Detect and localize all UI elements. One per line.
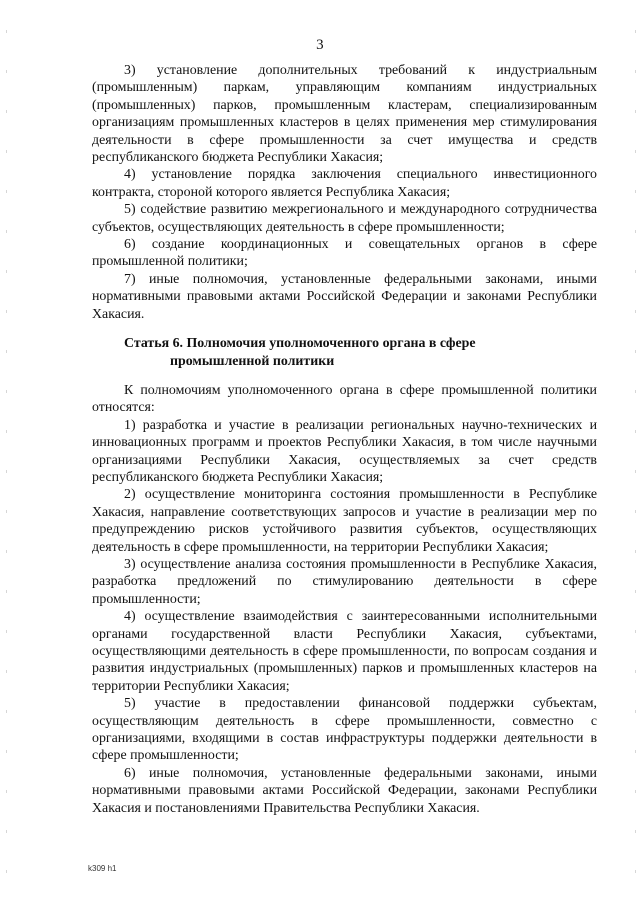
page-number: 3 <box>316 37 324 53</box>
scan-edge-right <box>635 30 636 890</box>
document-code: k309 h1 <box>88 864 117 873</box>
list-item: 6) иные полномочия, установленные федеральными законами, иными нормативными правовыми актами Российской Федерации, законами Республики Хакасия и постановлениями Правительства Республики Хакасия. <box>92 765 597 816</box>
list-item: 3) установление дополнительных требований к индустриальным (промышленным) паркам, управляющим компаниям индустриальных (промышленных) парков, промышленным кластерам, специализированным организациям промышленных кластеров в целях применения мер стимулирования деятельности в сфере промышленности за счет имущества и средств республиканского бюджета Республики Хакасия; <box>92 63 597 166</box>
article-heading <box>92 335 597 370</box>
article-heading-line1: Статья 6. Полномочия уполномоченного органа в сфере <box>124 336 476 352</box>
list-item: 1) разработка и участие в реализации региональных научно-технических и инновационных программ и проектов Республики Хакасия, в том числе научными организациями Республики Хакасия, осуществляемых за счет средств республиканского бюджета Республики Хакасия; <box>92 417 597 485</box>
list-item: 5) содействие развитию межрегионального и международного сотрудничества субъектов, осуществляющих деятельность в сфере промышленности; <box>92 202 597 235</box>
document-body <box>92 62 597 817</box>
list-item: 3) осуществление анализа состояния промышленности в Республике Хакасия, разработка предложений по стимулированию деятельности в сфере промышленности; <box>92 556 597 607</box>
scan-edge-left <box>6 30 7 890</box>
list-item: 5) участие в предоставлении финансовой поддержки субъектам, осуществляющим деятельность в сфере промышленности, совместно с организациями, входящими в состав инфраструктуры поддержки деятельности в сфере промышленности; <box>92 696 597 764</box>
list-item: 4) установление порядка заключения специального инвестиционного контракта, стороной которого является Республика Хакасия; <box>92 167 597 200</box>
intro-paragraph: К полномочиям уполномоченного органа в сфере промышленной политики относятся: <box>92 382 597 416</box>
list-item: 7) иные полномочия, установленные федеральными законами, иными нормативными правовыми актами Российской Федерации и законами Республики Хакасия. <box>92 271 597 322</box>
list-item: 4) осуществление взаимодействия с заинтересованными исполнительными органами государственной власти Республики Хакасия, субъектами, осуществляющими деятельность в сфере промышленности, по вопросам создания и развития индустриальных (промышленных) парков и промышленных кластеров на территории Республики Хакасия; <box>92 609 597 694</box>
list-item: 2) осуществление мониторинга состояния промышленности в Республике Хакасия, направление соответствующих запросов и участие в реализации мер по предупреждению рисков устойчивого развития субъектов, осуществляющих деятельность в сфере промышленности, на территории Республики Хакасия; <box>92 487 597 555</box>
article-heading-line2: промышленной политики <box>170 353 335 369</box>
list-item: 6) создание координационных и совещательных органов в сфере промышленной политики; <box>92 237 597 270</box>
